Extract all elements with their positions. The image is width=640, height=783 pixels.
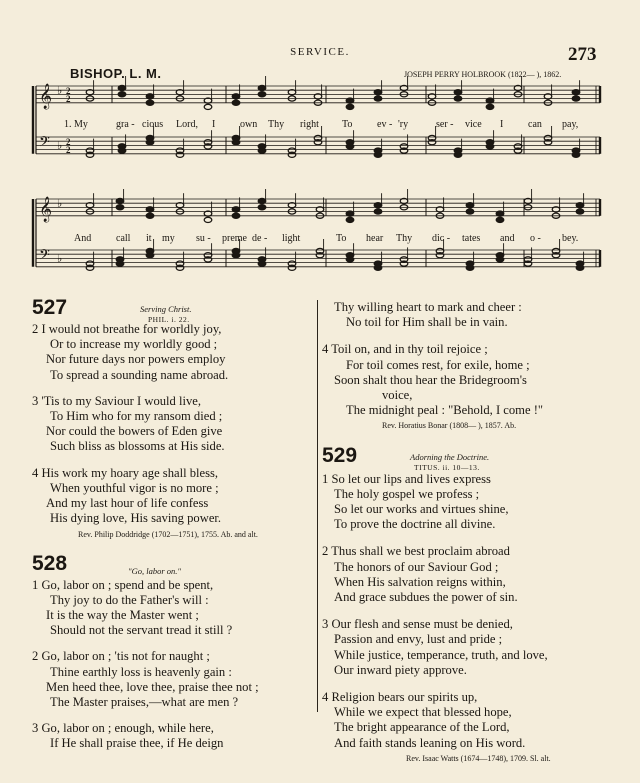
note-head: [496, 257, 504, 262]
hymn-529-number: 529: [322, 443, 358, 467]
lyric-syllable: su -: [196, 233, 211, 244]
note-head: [576, 209, 584, 214]
verse-line: Men heed thee, love thee, praise thee not ;: [46, 679, 259, 694]
note-head: [232, 207, 240, 212]
verse-line: 1 So let our lips and lives express: [322, 471, 491, 486]
lyric-syllable: cious: [142, 119, 164, 130]
verse-line: Or to increase my worldly good ;: [50, 337, 218, 352]
hymn-529-stanza-4: [322, 690, 622, 751]
note-head: [346, 211, 354, 216]
lyric-syllable: right: [300, 119, 319, 130]
verse-line: While justice, temperance, truth, and love,: [334, 647, 548, 662]
tune-name: BISHOP. L. M.: [70, 66, 162, 81]
lyric-syllable: de -: [252, 233, 268, 244]
treble-clef-icon: 𝄞: [39, 197, 53, 222]
hymn-528-attribution: Rev. Horatius Bonar (1808— ), 1857. Ab.: [382, 421, 517, 431]
note-head: [374, 265, 382, 270]
note-head: [146, 94, 154, 99]
lyric-syllable: ev -: [377, 119, 393, 130]
lyric-syllable: call: [116, 233, 131, 244]
verse-line: 4 His work my hoary age shall bless,: [32, 465, 219, 480]
note-head: [486, 104, 494, 109]
time-signature: 2: [66, 86, 71, 96]
lyric-syllable: gra -: [116, 119, 135, 130]
lyric-syllable: ser -: [436, 119, 454, 130]
verse-line: And grace subdues the power of sin.: [334, 590, 518, 605]
flat-icon: ♭: [57, 85, 63, 97]
hymn-528-number: 528: [32, 551, 68, 575]
hymn-529-title: Adorning the Doctrine.: [410, 451, 490, 462]
left-column: [32, 296, 312, 752]
note-head: [116, 198, 124, 203]
lyric-syllable: can: [528, 119, 542, 130]
note-head: [466, 203, 474, 208]
hymn-527-stanza-2: [32, 322, 312, 383]
verse-line: voice,: [382, 388, 413, 403]
note-head: [572, 90, 580, 95]
verse-line: 4 Religion bears our spirits up,: [322, 690, 478, 705]
note-head: [572, 96, 580, 101]
verse-line: The holy gospel we profess ;: [334, 486, 480, 501]
note-head: [258, 85, 266, 90]
lyric-syllable: Lord,: [176, 119, 198, 130]
note-head: [454, 90, 462, 95]
verse-line: To spread a sounding name abroad.: [50, 367, 229, 382]
note-head: [258, 261, 266, 266]
running-head: SERVICE.: [290, 46, 350, 58]
lyric-syllable: hear: [366, 233, 384, 244]
lyric-syllable: Thy: [396, 233, 413, 244]
verse-line: Nor could the bowers of Eden give: [46, 424, 223, 439]
lyric-syllable: tates: [462, 233, 481, 244]
lyric-syllable: it: [146, 233, 152, 244]
verse-line: 2 Go, labor on ; 'tis not for naught ;: [32, 649, 210, 664]
verse-line: 1 Go, labor on ; spend and be spent,: [32, 577, 214, 592]
note-head: [374, 203, 382, 208]
hymn-529-stanza-1: [322, 472, 622, 533]
note-head: [374, 152, 382, 157]
note-head: [486, 144, 494, 149]
note-head: [454, 152, 462, 157]
lyric-syllable: And: [74, 233, 92, 244]
score-svg: [0, 0, 640, 300]
note-head: [486, 98, 494, 103]
page-number: 273: [568, 44, 597, 65]
verse-line: 2 Thus shall we best proclaim abroad: [322, 544, 510, 559]
verse-line: The Master praises,—what are men ?: [50, 695, 239, 710]
verse-line: 2 I would not breathe for worldly joy,: [32, 322, 222, 336]
verse-line: So let our works and virtues shine,: [334, 502, 509, 517]
note-head: [146, 100, 154, 105]
verse-line: 4 Toil on, and in thy toil rejoice ;: [322, 342, 488, 357]
verse-line: To Him who for my ransom died ;: [50, 409, 223, 424]
verse-line: Passion and envy, lust and pride ;: [334, 632, 503, 647]
lyric-syllable: To: [342, 119, 353, 130]
verse-line: When His salvation reigns within,: [334, 574, 506, 589]
note-head: [118, 92, 126, 97]
note-head: [346, 217, 354, 222]
verse-line: Thine earthly loss is heavenly gain :: [50, 664, 232, 679]
note-head: [204, 104, 212, 109]
note-head: [232, 213, 240, 218]
right-column: [322, 300, 622, 766]
hymn-528-stanza-2: [32, 649, 312, 710]
note-head: [576, 265, 584, 270]
hymn-527-number: 527: [32, 296, 68, 319]
note-head: [466, 209, 474, 214]
bass-clef-icon: 𝄢: [39, 247, 50, 267]
verse-line: The honors of our Saviour God ;: [334, 559, 499, 574]
note-head: [454, 96, 462, 101]
bass-clef-icon: 𝄢: [39, 134, 50, 154]
hymn-528-title: "Go, labor on.": [128, 565, 181, 576]
note-head: [258, 148, 266, 153]
lyric-syllable: preme: [222, 233, 247, 244]
verse-line: Thy willing heart to mark and cheer :: [334, 300, 522, 314]
note-head: [576, 203, 584, 208]
note-head: [374, 96, 382, 101]
time-signature: 2: [66, 94, 71, 104]
lyric-syllable: Thy: [268, 119, 285, 130]
flat-icon: ♭: [57, 140, 63, 152]
verse-line: Nor future days nor powers employ: [46, 352, 226, 367]
time-signature: 2: [66, 145, 71, 155]
note-head: [346, 98, 354, 103]
hymn-528-stanza-4: [322, 342, 622, 418]
verse-line: When youthful vigor is no more ;: [50, 480, 219, 495]
verse-line: 3 Go, labor on ; enough, while here,: [32, 721, 214, 736]
lyric-syllable: and: [500, 233, 515, 244]
note-head: [374, 209, 382, 214]
note-head: [146, 253, 154, 258]
note-head: [346, 104, 354, 109]
lyric-syllable: vice: [465, 119, 482, 130]
hymn-529-stanza-3: [322, 617, 622, 678]
hymn-527-stanza-3: [32, 394, 312, 455]
note-head: [466, 265, 474, 270]
note-head: [146, 213, 154, 218]
verse-line: The midnight peal : "Behold, I come !": [346, 403, 544, 418]
verse-line: Soon shalt thou hear the Bridegroom's: [334, 372, 527, 387]
note-head: [118, 148, 126, 153]
verse-line: The bright appearance of the Lord,: [334, 720, 510, 735]
verse-line: 3 'Tis to my Saviour I would live,: [32, 393, 202, 408]
composer-credit: JOSEPH PERRY HOLBROOK (1822— ), 1862.: [404, 70, 562, 79]
note-head: [204, 217, 212, 222]
treble-clef-icon: 𝄞: [39, 84, 53, 109]
lyric-syllable: 1. My: [64, 119, 88, 130]
note-head: [258, 92, 266, 97]
verse-line: No toil for Him shall be in vain.: [346, 315, 508, 330]
lyric-syllable: pay,: [562, 119, 579, 130]
verse-line: If He shall praise thee, if He deign: [50, 736, 224, 751]
note-head: [116, 205, 124, 210]
verse-line: While we expect that blessed hope,: [334, 705, 512, 720]
column-divider: [317, 300, 318, 712]
verse-line: Should not the servant tread it still ?: [50, 623, 233, 638]
note-head: [116, 261, 124, 266]
lyric-syllable: own: [240, 119, 258, 130]
note-head: [232, 140, 240, 145]
note-head: [146, 207, 154, 212]
lyric-syllable: bey.: [562, 233, 579, 244]
note-head: [146, 140, 154, 145]
lyric-syllable: I: [500, 119, 504, 130]
verse-line: For toil comes rest, for exile, home ;: [346, 357, 530, 372]
note-head: [374, 90, 382, 95]
verse-line: And my last hour of life confess: [46, 496, 209, 511]
verse-line: 3 Our flesh and sense must be denied,: [322, 617, 513, 632]
hymn-528-stanza-3-cont: [322, 300, 622, 330]
verse-line: Our inward piety approve.: [334, 662, 467, 677]
flat-icon: ♭: [57, 253, 63, 265]
hymn-527-title: Serving Christ.: [140, 304, 192, 314]
hymn-529-reference: TITUS. ii. 10—13.: [414, 462, 480, 472]
hymn-528-stanza-1: [32, 578, 312, 639]
verse-line: And faith stands leaning on His word.: [334, 735, 526, 750]
verse-line: To prove the doctrine all divine.: [334, 517, 496, 532]
note-head: [118, 85, 126, 90]
note-head: [496, 211, 504, 216]
lyric-syllable: I: [212, 119, 216, 130]
hymn-529-stanza-2: [322, 544, 622, 605]
note-head: [232, 100, 240, 105]
lyric-syllable: my: [162, 233, 175, 244]
verse-line: It is the way the Master went ;: [46, 608, 199, 623]
note-head: [496, 217, 504, 222]
hymn-528-stanza-3: [32, 721, 312, 751]
note-head: [346, 257, 354, 262]
flat-icon: ♭: [57, 198, 63, 210]
note-head: [258, 205, 266, 210]
lyric-syllable: dic -: [432, 233, 451, 244]
hymn-527-attribution: Rev. Philip Doddridge (1702—1751), 1755. Ab. and alt.: [78, 530, 258, 540]
time-signature: 2: [66, 137, 71, 147]
verse-line: His dying love, His saving power.: [50, 511, 222, 526]
hymn-529-attribution: Rev. Isaac Watts (1674—1748), 1709. Sl. alt.: [406, 753, 551, 763]
hymn-527-reference: PHIL. i. 22.: [148, 315, 190, 324]
hymn-527-stanza-4: [32, 466, 312, 527]
lyric-syllable: To: [336, 233, 347, 244]
lyric-syllable: light: [282, 233, 301, 244]
verse-line: Such bliss as blossoms at His side.: [50, 439, 225, 454]
verse-line: Thy joy to do the Father's will :: [50, 592, 209, 607]
note-head: [572, 152, 580, 157]
note-head: [346, 144, 354, 149]
lyric-syllable: o -: [530, 233, 541, 244]
note-head: [258, 198, 266, 203]
note-head: [232, 253, 240, 258]
lyric-syllable: 'ry: [398, 119, 409, 130]
note-head: [232, 94, 240, 99]
